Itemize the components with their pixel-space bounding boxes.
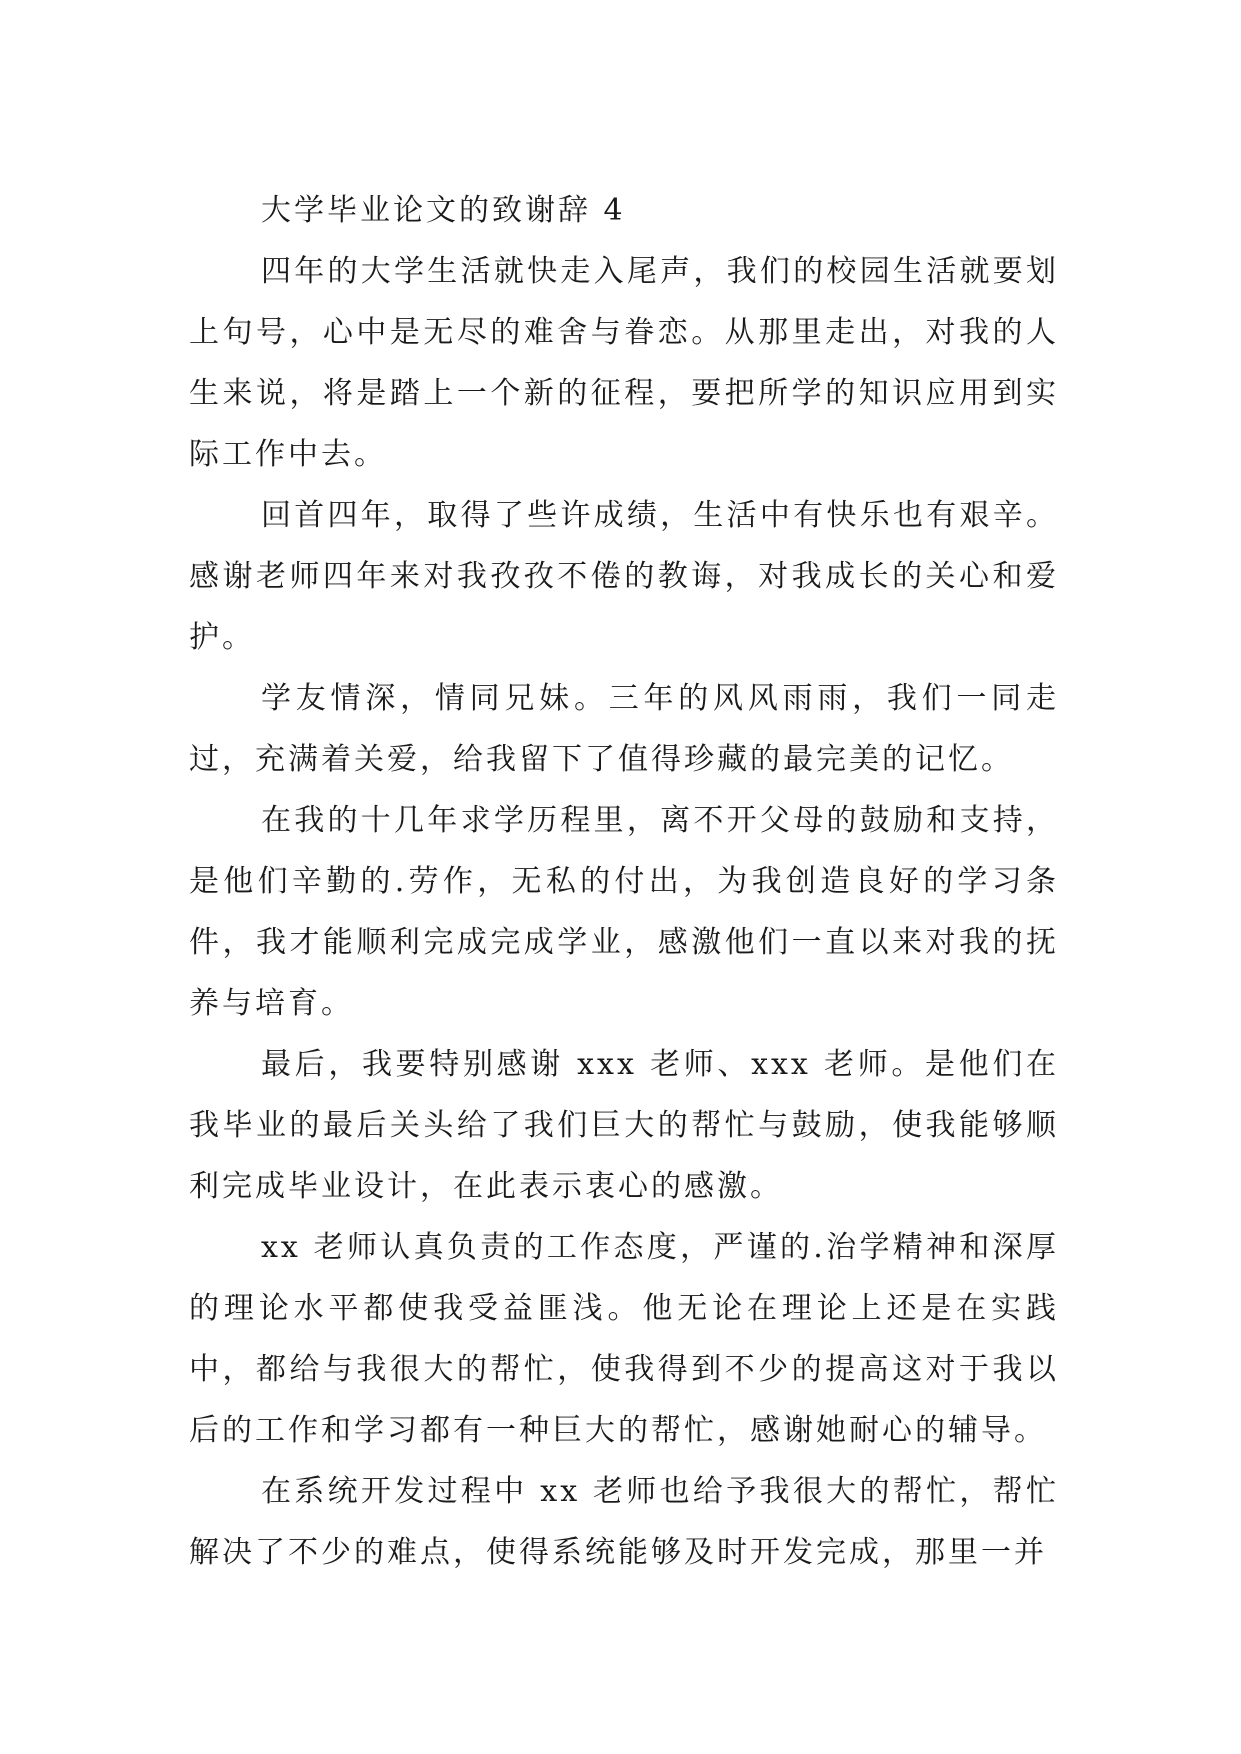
paragraph-5: 最后，我要特别感谢 xxx 老师、xxx 老师。是他们在我毕业的最后关头给了我们巨大的帮忙与鼓励，使我能够顺利完成毕业设计，在此表示衷心的感激。 bbox=[189, 1047, 1059, 1204]
document-title: 大学毕业论文的致谢辞 4 bbox=[261, 193, 626, 228]
paragraph-4: 在我的十几年求学历程里，离不开父母的鼓励和支持，是他们辛勤的.劳作，无私的付出，为我创造良好的学习条件，我才能顺利完成完成学业，感激他们一直以来对我的抚养与培育。 bbox=[189, 803, 1059, 1021]
paragraph-2: 回首四年，取得了些许成绩，生活中有快乐也有艰辛。感谢老师四年来对我孜孜不倦的教诲，对我成长的关心和爱护。 bbox=[189, 498, 1059, 655]
paragraph-1: 四年的大学生活就快走入尾声，我们的校园生活就要划上句号，心中是无尽的难舍与眷恋。从那里走出，对我的人生来说，将是踏上一个新的征程，要把所学的知识应用到实际工作中去。 bbox=[189, 254, 1059, 472]
document-body bbox=[189, 180, 1059, 1583]
paragraph-7: 在系统开发过程中 xx 老师也给予我很大的帮忙，帮忙解决了不少的难点，使得系统能够及时开发完成，那里一并 bbox=[189, 1474, 1059, 1570]
paragraph-6: xx 老师认真负责的工作态度，严谨的.治学精神和深厚的理论水平都使我受益匪浅。他无论在理论上还是在实践中，都给与我很大的帮忙，使我得到不少的提高这对于我以后的工作和学习都有一种巨大的帮忙，感谢她耐心的辅导。 bbox=[189, 1230, 1059, 1448]
paragraph-3: 学友情深，情同兄妹。三年的风风雨雨，我们一同走过，充满着关爱，给我留下了值得珍藏的最完美的记忆。 bbox=[189, 681, 1059, 777]
